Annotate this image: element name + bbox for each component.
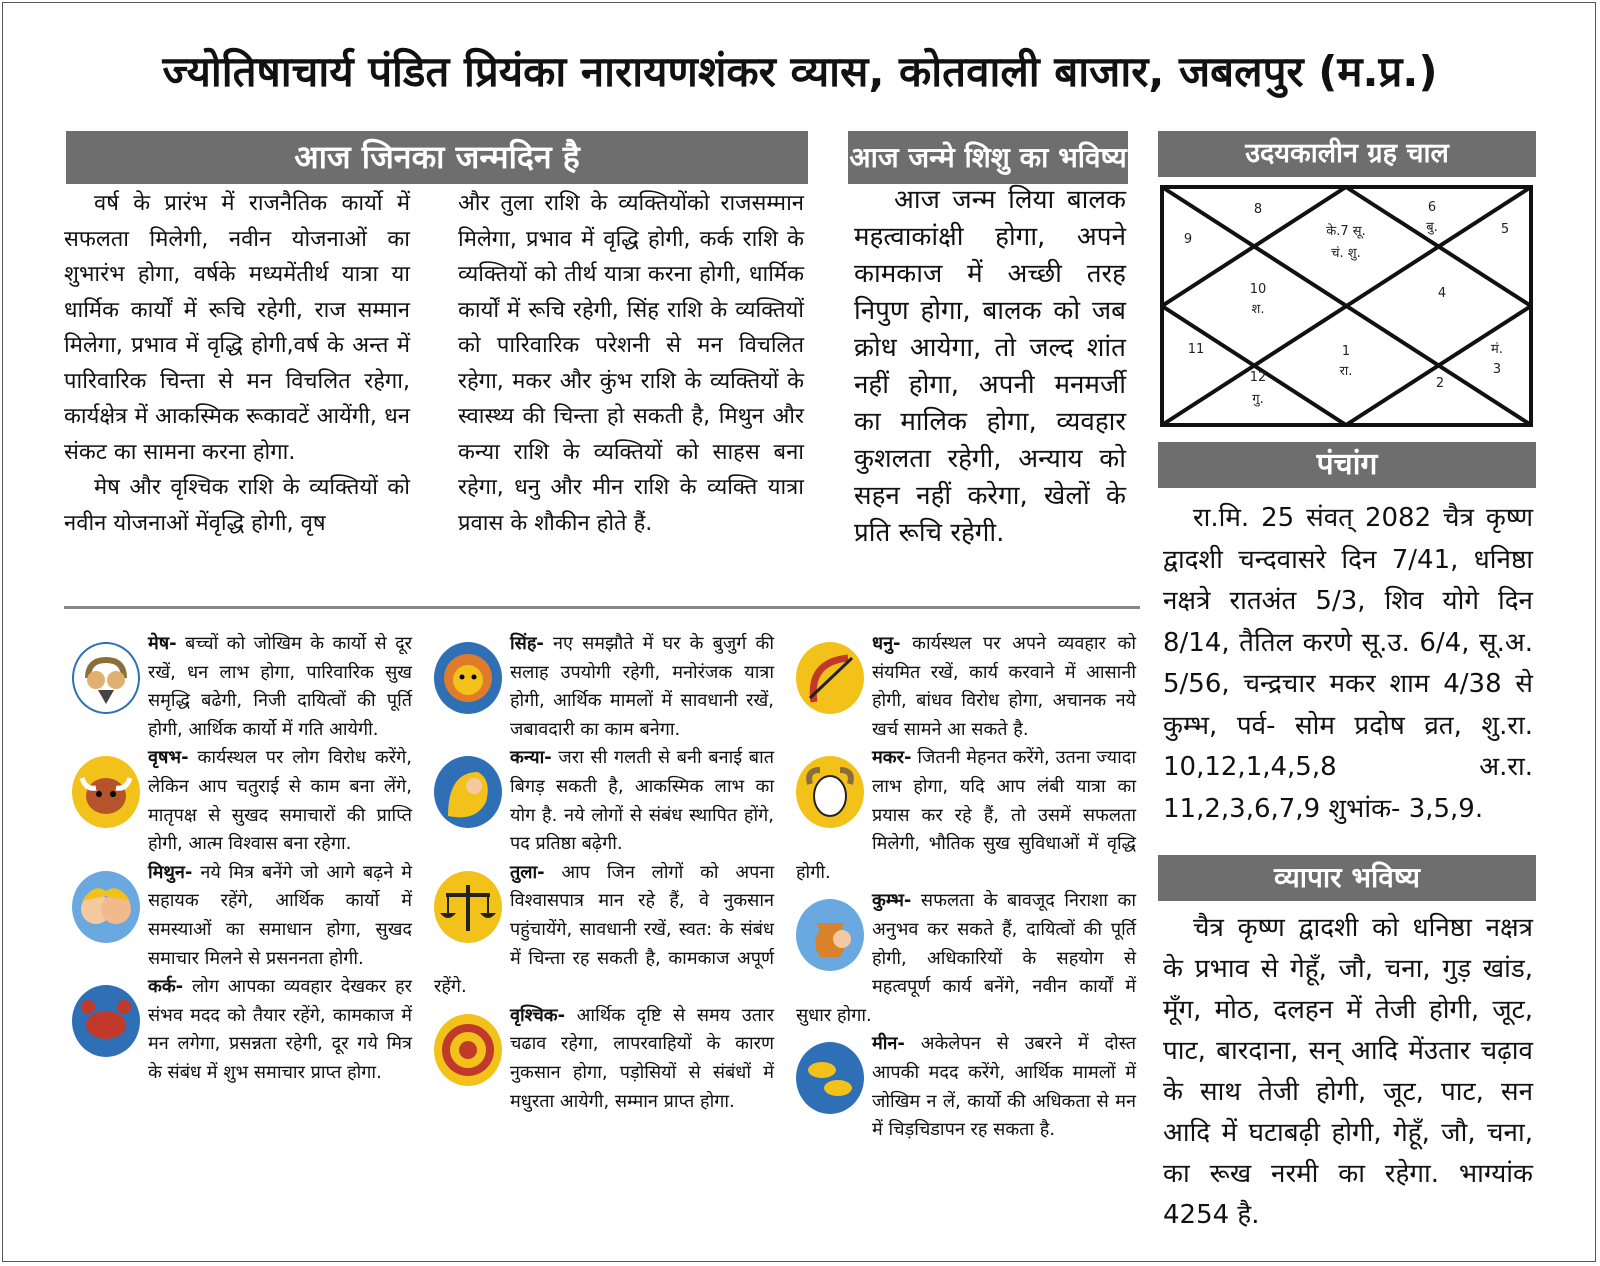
rashi-name: सिंह- bbox=[510, 633, 544, 654]
house-11: 11 bbox=[1187, 342, 1205, 357]
house-6: 6 bbox=[1427, 200, 1437, 215]
rashi-text: कार्यस्थल पर अपने व्यवहार को संयमित रखें, कार्य करवाने में आसानी होगी, बांधव विरोध होगा, अचानक नये खर्च सामने आ सकते है. bbox=[872, 633, 1136, 740]
house-2: 2 bbox=[1435, 376, 1445, 391]
rashi-mithun bbox=[72, 859, 412, 973]
rashi-text: जरा सी गलती से बनी बनाई बात बिगड़ सकती है, आकस्मिक लाभ का योग है. नये लोगों से संबंध स्थापित होंगे, पद प्रतिष्ठा बढ़ेगी. bbox=[510, 747, 774, 855]
birthday-col-1-para-2: मेष और वृश्चिक राशि के व्यक्तियों को नवीन योजनाओं मेंवृद्धि होगी, वृष bbox=[64, 475, 410, 536]
house-7-planets: के.7 सू. bbox=[1326, 224, 1366, 239]
house-9: 9 bbox=[1183, 232, 1193, 247]
rashi-text: कार्यस्थल पर लोग विरोध करेंगे, लेकिन आप चतुराई से काम बना लेंगे, मातृपक्ष से सुखद समाचारों की प्राप्ति होगी, आत्म विश्वास बना रहेगा. bbox=[148, 747, 412, 855]
child-text-block bbox=[854, 182, 1126, 552]
vyapar-heading: व्यापार भविष्य bbox=[1273, 861, 1421, 894]
panchang-heading-bar bbox=[1158, 442, 1536, 488]
child-text: आज जन्म लिया बालक महत्वाकांक्षी होगा, अपने कामकाज में अच्छी तरह निपुण होगा, बालक को जब क्रोध आयेगा, तो जल्द शांत नहीं होगा, अपनी मनमर्जी का मालिक होगा, व्यवहार कुशलता रहेगी, अन्याय को सहन नहीं करेगा, खेलों के प्रति रूचि रहेगी. bbox=[854, 185, 1126, 548]
rashi-kanya bbox=[434, 744, 774, 858]
rashi-vrishabh bbox=[72, 744, 412, 858]
rashi-tula bbox=[434, 859, 774, 1002]
rashi-kark bbox=[72, 973, 412, 1087]
pisces-fish-icon bbox=[796, 1042, 864, 1114]
rashi-name: तुला- bbox=[510, 861, 545, 883]
house-1-planet: रा. bbox=[1339, 364, 1353, 379]
rashi-text: बच्चों को जोखिम के कार्यो से दूर रखें, धन लाभ होगा, पारिवारिक सुख समृद्धि बढेगी, निजी दायित्वों की पूर्ति होगी, आर्थिक कार्यो में गति आयेगी. bbox=[148, 633, 412, 740]
panchang-text: रा.मि. 25 संवत् 2082 चैत्र कृष्ण द्वादशी चन्दवासरे दिन 7/41, धनिष्ठा नक्षत्रे रातअंत 5/3, शिव योगे दिन 8/14, तैतिल करणे सू.उ. 6/4, सू.अ. 5/56, चन्द्रचार मकर शाम 4/38 से कुम्भ, पर्व- सोम प्रदोष व्रत, शु.रा. 10,12,1,4,5,8 अ.रा. 11,2,3,6,7,9 शुभांक- 3,5,9. bbox=[1163, 503, 1533, 824]
rashi-text: जितनी मेहनत करेंगे, उतना ज्यादा लाभ होगा, यदि आप लंबी यात्रा का प्रयास कर रहे हैं, तो उसमें सफलता मिलेगी, भौतिक सुख सुविधाओं में वृद्धि होगी. bbox=[796, 747, 1136, 883]
rashi-text: अकेलेपन से उबरने में दोस्त आपकी मदद करेंगे, आर्थिक मामलों में जोखिम न लें, कार्यो की अधिकता से मन में चिड़चिडापन रह सकता है. bbox=[872, 1033, 1136, 1141]
rashi-text: आप जिन लोगों को अपना विश्वासपात्र मान रहे हैं, वे नुकसान पहुंचायेंगे, सावधानी रखें, स्वत: के संबंध में चिन्ता रह सकती है, कामकाज अपूर्ण रहेंगे. bbox=[434, 861, 774, 998]
birthday-col-2 bbox=[458, 186, 804, 541]
virgo-maiden-icon bbox=[434, 756, 502, 828]
rashi-makar bbox=[796, 744, 1136, 887]
rashi-name: धनु- bbox=[872, 633, 901, 654]
rashi-name: वृषभ- bbox=[148, 747, 189, 769]
vyapar-block bbox=[1163, 908, 1533, 1236]
libra-scales-icon bbox=[434, 871, 502, 943]
rashi-name: कुम्भ- bbox=[872, 890, 912, 912]
capricorn-goat-icon bbox=[796, 756, 864, 828]
rashi-name: मीन- bbox=[872, 1033, 905, 1055]
aquarius-pot-icon bbox=[796, 899, 864, 971]
leo-lion-icon bbox=[434, 642, 502, 714]
aries-ram-icon bbox=[72, 642, 140, 714]
taurus-bull-icon bbox=[72, 756, 140, 828]
house-7-planets-2: चं. शु. bbox=[1331, 246, 1361, 261]
house-12: 12 bbox=[1249, 370, 1267, 385]
scorpio-scorpion-icon bbox=[434, 1014, 502, 1086]
house-3-planet: मं. bbox=[1491, 342, 1503, 357]
house-10: 10 bbox=[1249, 282, 1267, 297]
cancer-crab-icon bbox=[72, 985, 140, 1057]
rashi-vrishchik bbox=[434, 1002, 774, 1116]
house-4: 4 bbox=[1437, 286, 1447, 301]
rashi-dhanu bbox=[796, 630, 1136, 744]
rashi-text: नए समझौते में घर के बुजुर्ग की सलाह उपयोगी रहेगी, मनोरंजक यात्रा होगी, आर्थिक मामलों में सावधानी रखें, जबावदारी का काम बनेगा. bbox=[510, 633, 775, 740]
child-heading-bar bbox=[848, 131, 1128, 184]
house-12-planet: गु. bbox=[1252, 392, 1264, 407]
birthday-col-1-para-1: वर्ष के प्रारंभ में राजनैतिक कार्यो में सफलता मिलेगी, नवीन योजनाओं का शुभारंभ होगा, वर्षके मध्यमेंतीर्थ यात्रा या धार्मिक कार्यों में रूचि रहेगी, राज सम्मान मिलेगा, प्रभाव में वृद्धि होगी,वर्ष के अन्त में पारिवारिक चिन्ता से मन विचलित रहेगा, कार्यक्षेत्र में आकस्मिक रूकावटें आयेंगी, धन संकट का सामना करना होगा. bbox=[64, 191, 410, 465]
rashi-name: मेष- bbox=[148, 633, 177, 654]
house-6-planet: बु. bbox=[1426, 220, 1438, 235]
rashi-text: सफलता के बावजूद निराशा का अनुभव कर सकते हैं, दायित्वों की पूर्ति होगी, अधिकारियों के सहयोग से महत्वपूर्ण कार्य बनेंगे, नवीन कार्यों में सुधार होगा. bbox=[796, 890, 1136, 1026]
rashi-meen bbox=[796, 1030, 1136, 1144]
house-10-planet: श. bbox=[1251, 302, 1265, 317]
child-heading: आज जन्मे शिशु का भविष्य bbox=[849, 141, 1127, 174]
panchang-block bbox=[1163, 498, 1533, 830]
rashifal-col-3 bbox=[796, 630, 1136, 1145]
birthday-heading-bar bbox=[66, 131, 808, 184]
rashi-text: लोग आपका व्यवहार देखकर हर संभव मदद को तैयार रहेंगे, कामकाज में मन लगेगा, प्रसन्नता रहेगी, दूर गये मित्र के संबंध में शुभ समाचार प्राप्त होगा. bbox=[148, 976, 412, 1083]
graha-chart bbox=[1160, 185, 1533, 427]
rashi-name: कर्क- bbox=[148, 976, 184, 998]
house-3: 3 bbox=[1492, 362, 1502, 377]
sagittarius-archer-icon bbox=[796, 642, 864, 714]
rashi-text: नये मित्र बनेंगे जो आगे बढ़ने मे सहायक रहेंगे, आर्थिक कार्यो में समस्याओं का समाधान होगा, सुखद समाचार मिलने से प्रसननता होगी. bbox=[148, 861, 412, 969]
graha-heading: उदयकालीन ग्रह चाल bbox=[1245, 138, 1449, 169]
vyapar-text: चैत्र कृष्ण द्वादशी को धनिष्ठा नक्षत्र के प्रभाव से गेहूँ, जौ, चना, गुड़ खांड, मूँग, मोठ, दलहन में तेजी होगी, जूट, पाट, बारदाना, सन् आदि मेंउतार चढ़ाव के साथ तेजी होगी, जूट, पाट, सन आदि में घटाबढ़ी होगी, गेहूँ, जौ, चना, का रूख नरमी का रहेगा. भाग्यांक 4254 है. bbox=[1163, 913, 1533, 1230]
birthday-heading: आज जिनका जन्मदिन है bbox=[294, 138, 580, 176]
rashi-text: आर्थिक दृष्टि से समय उतार चढाव रहेगा, लापरवाहियों के कारण नुकसान होगा, पड़ोसियों से संबंधों में मधुरता आयेगी, सम्मान प्राप्त होगा. bbox=[510, 1004, 774, 1112]
rashi-kumbh bbox=[796, 887, 1136, 1030]
vyapar-heading-bar bbox=[1158, 855, 1536, 901]
house-1: 1 bbox=[1341, 344, 1351, 359]
section-divider bbox=[64, 606, 1140, 609]
rashi-mesh bbox=[72, 630, 412, 744]
rashi-name: कन्या- bbox=[510, 747, 552, 769]
rashi-name: मकर- bbox=[872, 747, 912, 769]
house-8: 8 bbox=[1253, 202, 1263, 217]
rashifal-col-2 bbox=[434, 630, 774, 1116]
masthead-title: ज्योतिषाचार्य पंडित प्रियंका नारायणशंकर व्यास, कोतवाली बाजार, जबलपुर (म.प्र.) bbox=[162, 47, 1438, 96]
rashi-name: वृश्चिक- bbox=[510, 1004, 566, 1026]
gemini-twins-icon bbox=[72, 871, 140, 943]
house-5: 5 bbox=[1500, 222, 1510, 237]
panchang-heading: पंचांग bbox=[1316, 447, 1378, 482]
birthday-col-2-para: और तुला राशि के व्यक्तियोंको राजसम्मान मिलेगा, प्रभाव में वृद्धि होगी, कर्क राशि के व्यक्तियों को तीर्थ यात्रा करना होगी, धार्मिक कार्यों में रूचि रहेगी, सिंह राशि के व्यक्तियों को पारिवारिक परेशनी से मन विचलित रहेगा, मकर और कुंभ राशि के व्यक्तियों के स्वास्थ्य की चिन्ता हो सकती है, मिथुन और कन्या राशि के व्यक्तियों को साहस बना रहेगा, धनु और मीन राशि के व्यक्ति यात्रा प्रवास के शौकीन होते हैं. bbox=[458, 191, 804, 536]
rashifal-col-1 bbox=[72, 630, 412, 1088]
rashi-name: मिथुन- bbox=[148, 861, 193, 883]
graha-heading-bar bbox=[1158, 131, 1536, 177]
rashi-singh bbox=[434, 630, 774, 744]
birthday-col-1 bbox=[64, 186, 410, 541]
